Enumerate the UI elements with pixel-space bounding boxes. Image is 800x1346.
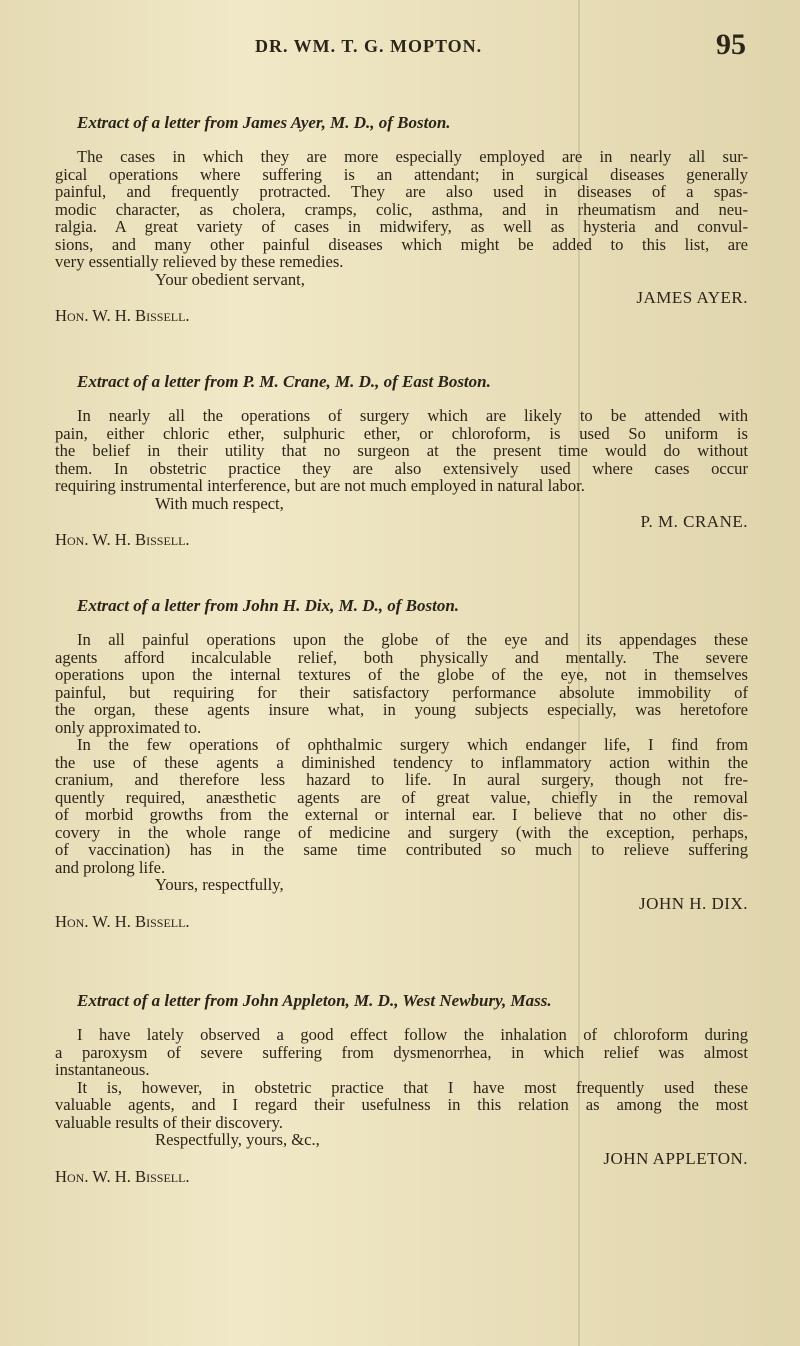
text-line: instantaneous. xyxy=(55,1060,150,1079)
letter-title: Extract of a letter from John H. Dix, M. D., of Boston. xyxy=(77,596,460,615)
text-line: very essentially relieved by these remedies. xyxy=(55,252,344,271)
text-line: only approximated to. xyxy=(55,717,202,737)
text-line: operations upon the internal textures of the globe of the eye, not in themselves xyxy=(55,665,748,684)
text-line: cranium, and therefore less hazard to life. In aural surgery, though not fre- xyxy=(55,770,748,789)
page-number: 95 xyxy=(716,28,746,61)
text-line: In the few operations of ophthalmic surgery which endanger life, I find from xyxy=(77,735,748,754)
letter-signature: P. M. CRANE. xyxy=(640,512,748,531)
letter-signature: JOHN APPLETON. xyxy=(603,1148,748,1168)
text-line: quently required, anæsthetic agents are of great value, chiefly in the removal xyxy=(55,787,748,807)
letter-extract xyxy=(55,114,748,325)
text-line: In nearly all the operations of surgery which are likely to be attended with xyxy=(77,406,748,425)
letter-addressee: Hon. W. H. Bissell. xyxy=(55,1166,190,1186)
text-line: pain, either chloric ether, sulphuric ether, or chloroform, is used So uniform is xyxy=(55,423,748,443)
text-line: the belief in their utility that no surgeon at the present time would do without xyxy=(55,441,748,460)
letter-title: Extract of a letter from P. M. Crane, M. D., of East Boston. xyxy=(77,372,491,391)
text-line: The cases in which they are more especially employed are in nearly all sur- xyxy=(77,147,748,166)
text-line: of vaccination) has in the same time contributed so much to relieve suffering xyxy=(55,840,748,859)
letter-addressee: Hon. W. H. Bissell. xyxy=(55,911,190,931)
letter-addressee: Hon. W. H. Bissell. xyxy=(55,530,190,549)
text-line: requiring instrumental interference, but are not much employed in natural labor. xyxy=(55,476,585,495)
letter-extract xyxy=(55,992,748,1186)
letter-closing: With much respect, xyxy=(155,493,284,513)
text-line: covery in the whole range of medicine and surgery (with the exception, perhaps, xyxy=(55,822,748,842)
text-line: sions, and many other painful diseases which might be added to this list, are xyxy=(55,234,748,254)
text-line: modic character, as cholera, cramps, colic, asthma, and in rheumatism and neu- xyxy=(55,199,748,219)
letter-closing: Your obedient servant, xyxy=(155,269,305,289)
letter-addressee: Hon. W. H. Bissell. xyxy=(55,306,190,325)
text-line: painful, and frequently protracted. They are also used in diseases of a spas- xyxy=(55,182,748,201)
text-line: and prolong life. xyxy=(55,857,166,877)
letter-extract xyxy=(55,597,748,931)
text-line: gical operations where suffering is an attendant; in surgical diseases generally xyxy=(55,164,748,184)
text-line: valuable agents, and I regard their usefulness in this relation as among the most xyxy=(55,1095,748,1114)
letter-closing: Respectfully, yours, &c., xyxy=(155,1130,320,1149)
text-line: It is, however, in obstetric practice that I have most frequently used these xyxy=(77,1077,748,1097)
text-line: ralgia. A great variety of cases in midwifery, as well as hysteria and convul- xyxy=(55,217,748,236)
letter-signature: JAMES AYER. xyxy=(636,288,748,307)
text-line: painful, but requiring for their satisfactory performance absolute immobility of xyxy=(55,682,748,702)
text-line: a paroxysm of severe suffering from dysmenorrhea, in which relief was almost xyxy=(55,1042,748,1062)
text-line: of morbid growths from the external or internal ear. I believe that no other dis- xyxy=(55,805,748,824)
text-line: the organ, these agents insure what, in young subjects especially, was heretofore xyxy=(55,700,748,719)
text-line: agents afford incalculable relief, both physically and mentally. The severe xyxy=(55,647,748,667)
text-line: In all painful operations upon the globe of the eye and its appendages these xyxy=(77,630,748,649)
text-line: valuable results of their discovery. xyxy=(55,1112,283,1132)
letter-title: Extract of a letter from John Appleton, M. D., West Newbury, Mass. xyxy=(77,991,552,1010)
letter-title: Extract of a letter from James Ayer, M. D., of Boston. xyxy=(77,113,451,132)
text-line: them. In obstetric practice they are also extensively used where cases occur xyxy=(55,458,748,478)
text-line: the use of these agents a diminished tendency to inflammatory action within the xyxy=(55,752,748,772)
letter-extract xyxy=(55,373,748,549)
running-head-title: DR. WM. T. G. MOPTON. xyxy=(255,36,483,56)
letter-signature: JOHN H. DIX. xyxy=(639,893,748,913)
text-line: I have lately observed a good effect follow the inhalation of chloroform during xyxy=(77,1025,748,1044)
letter-closing: Yours, respectfully, xyxy=(155,875,284,894)
running-head xyxy=(0,28,800,61)
